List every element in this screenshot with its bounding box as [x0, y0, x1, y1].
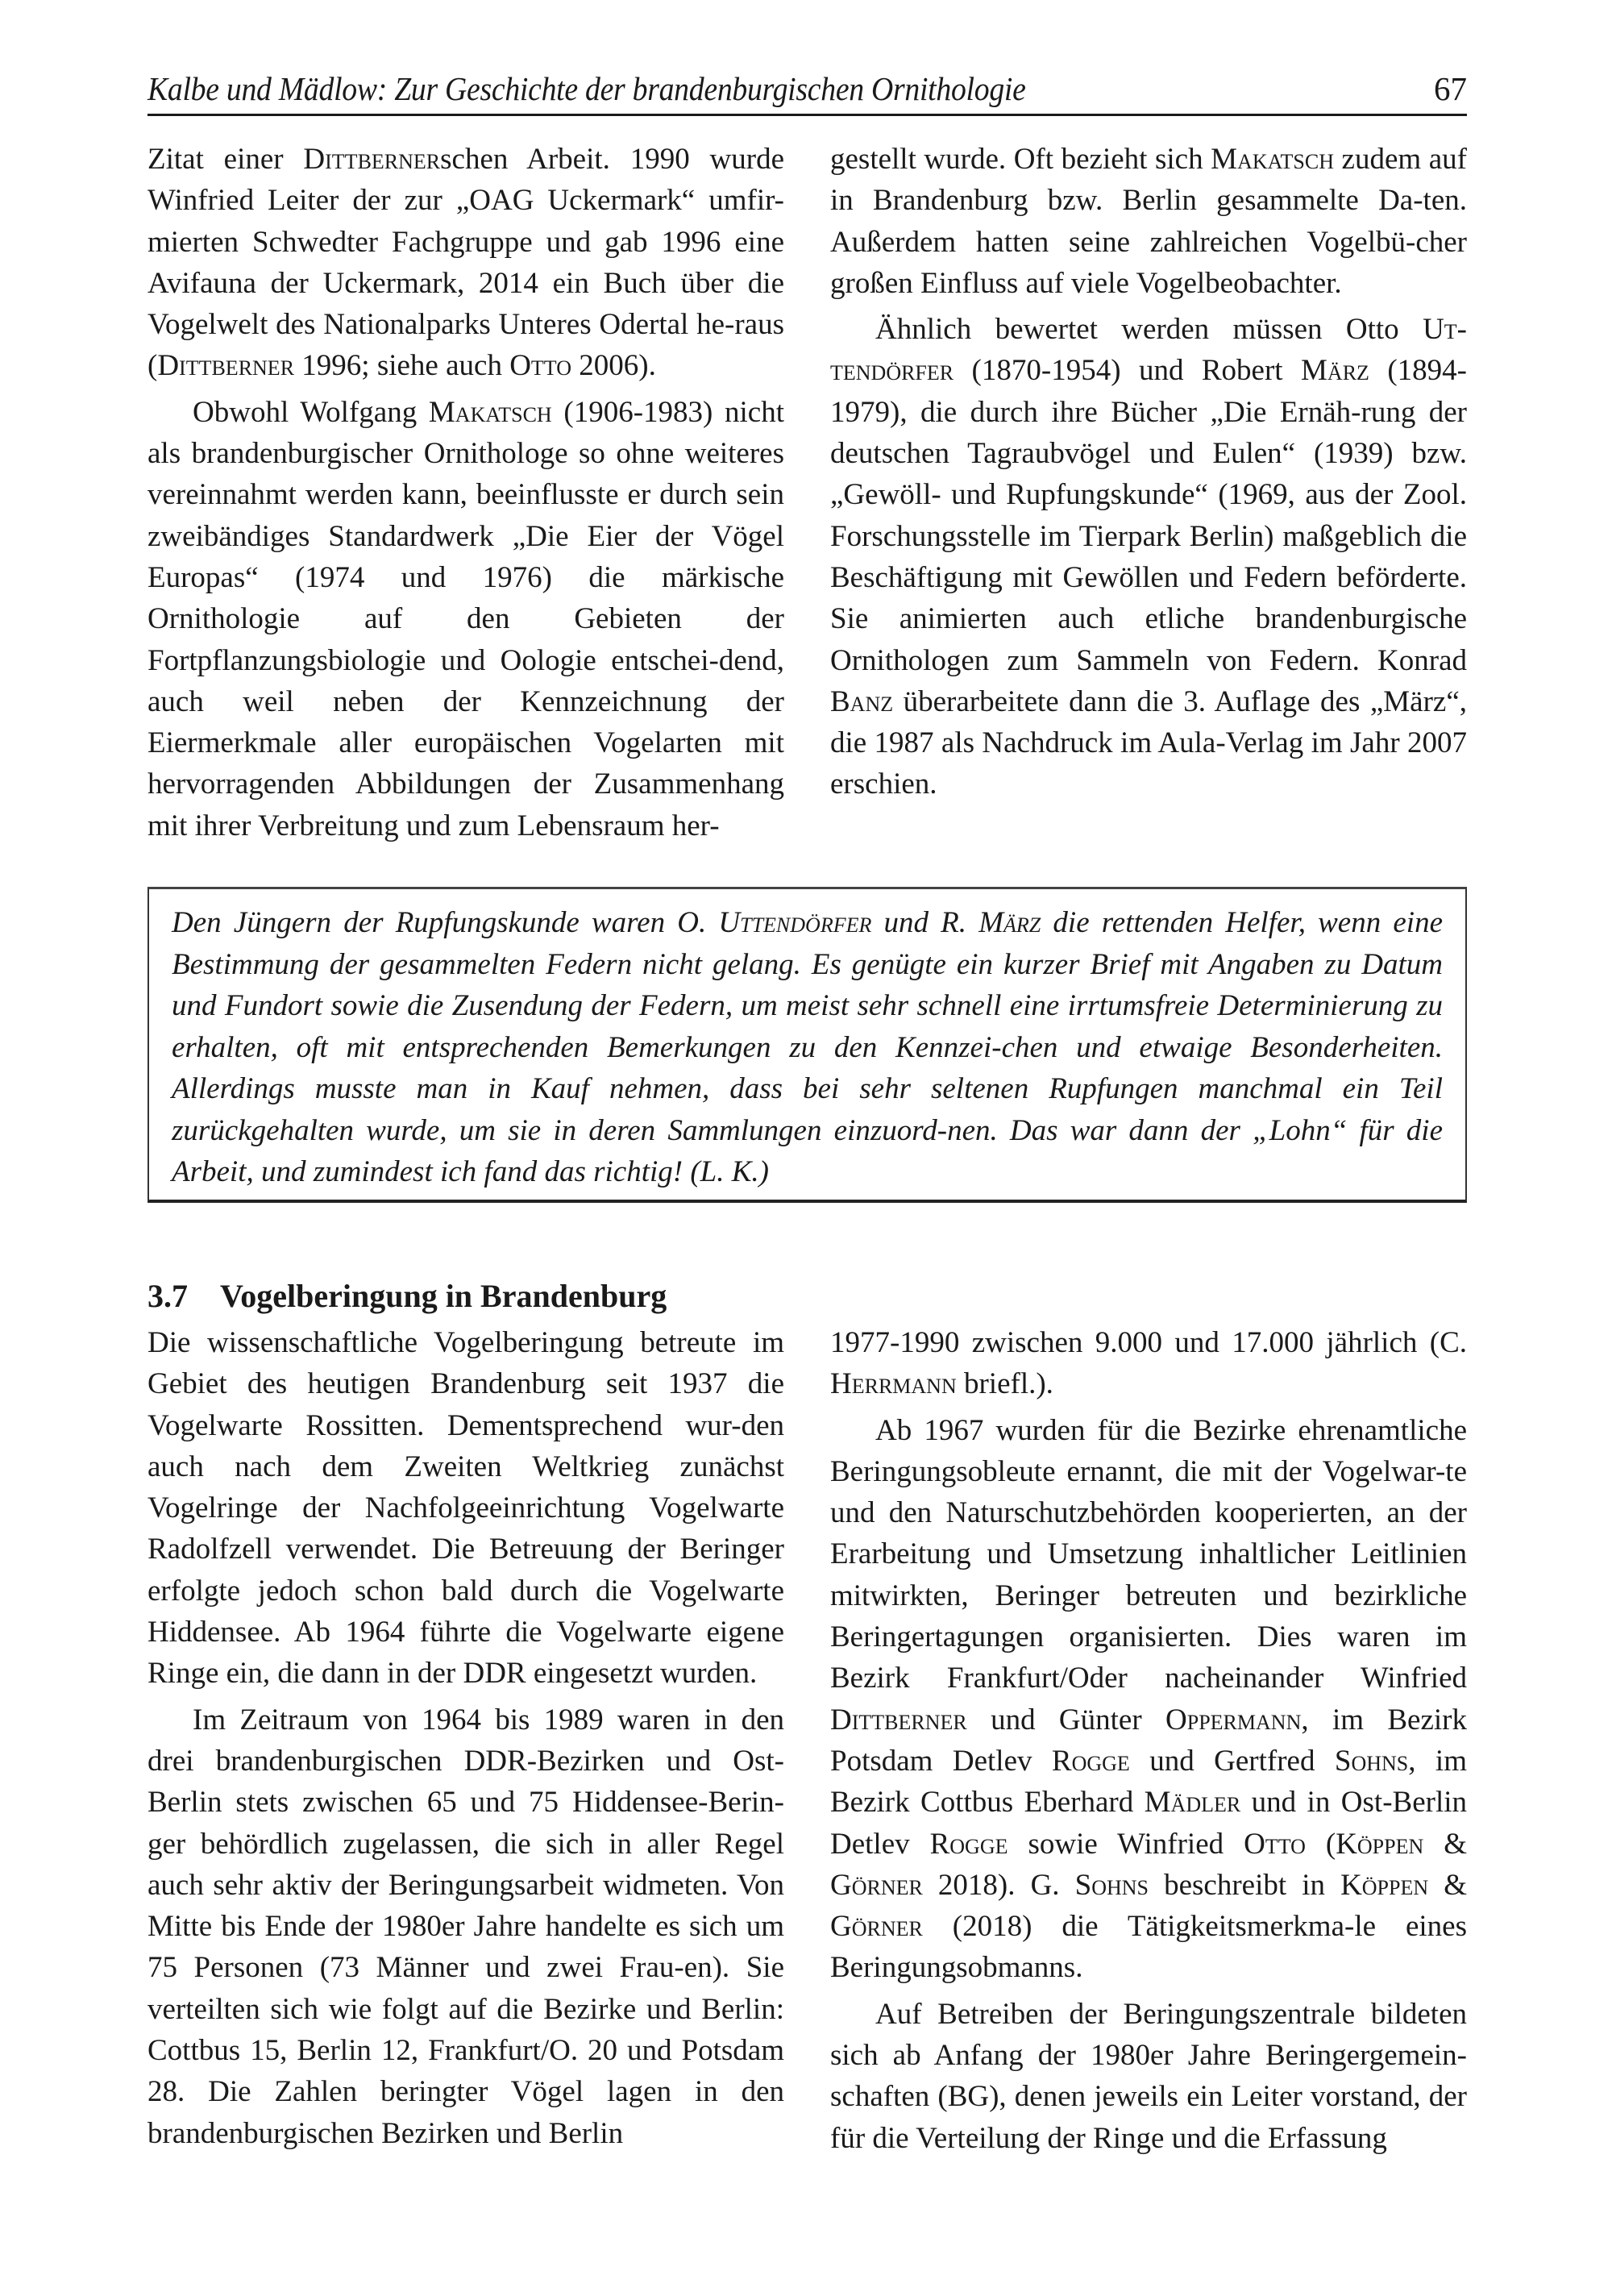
text-run: 2018). G. — [922, 1868, 1075, 1902]
text-run: und Günter — [966, 1703, 1166, 1737]
author-name: Banz — [830, 684, 894, 718]
paragraph — [830, 309, 1467, 805]
text-run: (1906-1983) nicht als brandenburgischer Ornithologe so ohne weiteres vereinnahmt werden kann, beeinflusste er durch sein zweibändiges Standardwerk „Die Eier der Vögel Europas“ (1974 und 1976) die märkische Ornithologie auf den Gebieten der Fortpflanzungsbiologie und Oologie entschei-dend, auch weil neben der Kennzeichnung der Eiermerkmale aller europäischen Vogelarten mit hervorragenden Abbildungen der Zusammenhang mit ihrer Verbreitung und zum Lebensraum her- — [147, 395, 784, 842]
text-run: Den Jüngern der Rupfungskunde waren O. — [172, 906, 719, 939]
text-run: überarbeitete dann die 3. Auflage des „März“, die 1987 als Nachdruck im Aula-Verlag im Jahr 2007 erschien. — [830, 684, 1467, 801]
text-run: (1870-1954) und Robert — [953, 354, 1302, 388]
text-run: (2018) die Tätigkeitsmerkma-le eines Beringungsobmanns. — [830, 1910, 1467, 1985]
paragraph — [830, 1410, 1467, 1989]
section-heading — [147, 1272, 667, 1321]
author-name: Uttendörfer — [718, 906, 872, 939]
author-name: Otto — [1244, 1827, 1306, 1861]
text-run: schen Arbeit. 1990 wurde Winfried Leiter der zur „OAG Uckermark“ umfir-mierten Schwedter Fachgruppe und gab 1996 eine Avifauna der Uckermark, 2014 ein Buch über die Vogelwelt des Nationalparks Unteres Odertal he-raus ( — [147, 143, 784, 383]
text-run: Ab 1967 wurden für die Bezirke ehrenamtliche Beringungsobleute ernannt, die mit der Vogelwar-te und den Naturschutzbehörden kooperierten, an der Erarbeitung und Umsetzung inhaltlicher Leitlinien mitwirkten, Beringer betreuten und bezirkliche Beringertagungen organisierten. Dies waren im Bezirk Frankfurt/Oder nacheinander Winfried — [830, 1413, 1467, 1695]
author-name: Otto — [509, 349, 571, 383]
paragraph — [147, 139, 784, 387]
page-number: 67 — [1434, 70, 1467, 107]
section-number: 3.7 — [147, 1278, 188, 1315]
boxed-quote — [147, 887, 1467, 1203]
author-name: Köppen & Görner — [830, 1827, 1468, 1902]
text-run: und Gertfred — [1129, 1744, 1335, 1778]
author-name: Dittberner — [830, 1703, 967, 1737]
bottom-right-column — [830, 1322, 1467, 2159]
author-name: März — [1301, 354, 1369, 388]
quote-text — [172, 902, 1443, 1193]
bottom-left-column — [147, 1322, 784, 2154]
top-right-column — [830, 139, 1467, 805]
paragraph — [147, 392, 784, 846]
text-run: Obwohl Wolfgang — [193, 395, 429, 429]
paragraph — [830, 139, 1467, 304]
text-run: briefl.). — [956, 1367, 1053, 1401]
header-rule — [147, 114, 1467, 116]
text-run: die rettenden Helfer, wenn eine Bestimmung der gesammelten Federn nicht gelang. Es genügte ein kurzer Brief mit Angaben zu Datum und Fundort sowie die Zusendung der Federn, um meist sehr schnell eine irrtumsfreie Determinierung zu erhalten, oft mit entsprechenden Bemerkungen zu den Kennzei-chen und etwaige Besonderheiten. Allerdings musste man in Kauf nehmen, dass bei sehr seltenen Rupfungen manchmal ein Teil zurückgehalten wurde, um sie in deren Sammlungen einzuord-nen. Das war dann der „Lohn“ für die Arbeit, und zumindest ich fand das richtig! (L. K.) — [172, 906, 1444, 1188]
author-name: Köppen & Görner — [830, 1868, 1467, 1944]
paragraph — [147, 1322, 784, 1695]
author-name: Rogge — [1051, 1744, 1130, 1778]
paragraph — [830, 1322, 1467, 1405]
text-run: (1894- 1979), die durch ihre Bücher „Die Ernäh-rung der deutschen Tagraubvögel und Eulen“ (1939) bzw. „Gewöll- und Rupfungskunde“ (1969, aus der Zool. Forschungsstelle im Tierpark Berlin) maßgeblich die Beschäftigung mit Gewöllen und Federn beförderte. Sie animierten auch etliche brandenburgische Ornithologen zum Sammeln von Federn. Konrad — [830, 354, 1467, 677]
text-run: gestellt wurde. Oft bezieht sich — [830, 143, 1211, 176]
top-left-column — [147, 139, 784, 846]
author-name: März — [978, 906, 1041, 939]
text-run: Im Zeitraum von 1964 bis 1989 waren in den drei brandenburgischen DDR-Bezirken und Ost-Berlin stets zwischen 65 und 75 Hiddensee-Berin-ger behördlich zugelassen, die sich in aller Regel auch sehr aktiv der Beringungsarbeit widmeten. Von Mitte bis Ende der 1980er Jahre handelte es sich um 75 Personen (73 Männer und zwei Frau-en). Sie verteilten sich wie folgt auf die Bezirke und Berlin: Cottbus 15, Berlin 12, Frankfurt/O. 20 und Potsdam 28. Die Zahlen beringter Vögel lagen in den brandenburgischen Bezirken und Berlin — [147, 1703, 784, 2150]
running-head — [147, 64, 1467, 113]
text-run: sowie Winfried — [1008, 1827, 1244, 1861]
author-name: Sohns — [1074, 1868, 1149, 1902]
text-run: Auf Betreiben der Beringungszentrale bildeten sich ab Anfang der 1980er Jahre Beringergemein-schaften (BG), denen jeweils ein Leiter vorstand, der für die Verteilung der Ringe und die Erfassung — [830, 1997, 1467, 2155]
text-run: Zitat einer — [147, 143, 304, 176]
paragraph — [147, 1699, 784, 2154]
author-name: Oppermann — [1165, 1703, 1302, 1737]
text-run: 1977-1990 zwischen 9.000 und 17.000 jährlich (C. — [830, 1326, 1467, 1359]
text-run: Die wissenschaftliche Vogelberingung betreute im Gebiet des heutigen Brandenburg seit 1937 die Vogelwarte Rossitten. Dementsprechend wur-den auch nach dem Zweiten Weltkrieg zunächst Vogelringe der Nachfolgeeinrichtung Vogelwarte Radolfzell verwendet. Die Betreuung der Beringer erfolgte jedoch schon bald durch die Vogelwarte Hiddensee. Ab 1964 führte die Vogelwarte eigene Ringe ein, die dann in der DDR eingesetzt wurden. — [147, 1326, 784, 1691]
text-run: und R. — [871, 906, 979, 939]
text-run: beschreibt in — [1149, 1868, 1341, 1902]
author-name: Makatsch — [428, 395, 552, 429]
text-run: und in Ost-Berlin Detlev — [830, 1786, 1467, 1861]
paragraph — [830, 1994, 1467, 2159]
author-name: Dittberner — [157, 349, 295, 383]
text-run: ( — [1305, 1827, 1336, 1861]
text-run: , im Bezirk Potsdam Detlev — [830, 1703, 1467, 1778]
author-name: Dittberner — [303, 143, 441, 176]
text-run: zudem auf in Brandenburg bzw. Berlin gesammelte Da-ten. Außerdem hatten seine zahlreichen Vogelbü-cher großen Einfluss auf viele Vogelbeobachter. — [830, 143, 1467, 300]
author-name: Rogge — [929, 1827, 1008, 1861]
section-title: Vogelberingung in Brandenburg — [220, 1278, 667, 1315]
text-run: Ähnlich bewertet werden müssen Otto — [875, 313, 1423, 347]
author-name: Makatsch — [1211, 143, 1334, 176]
author-name: Ut-tendörfer — [830, 313, 1467, 388]
text-run: , im Bezirk Cottbus Eberhard — [830, 1744, 1467, 1820]
running-title: Kalbe und Mädlow: Zur Geschichte der brandenburgischen Ornithologie — [147, 70, 1026, 107]
text-run: 2006). — [571, 349, 656, 383]
text-run: 1996; siehe auch — [294, 349, 510, 383]
author-name: Herrmann — [830, 1367, 957, 1401]
author-name: Sohns — [1334, 1744, 1409, 1778]
author-name: Mädler — [1144, 1786, 1241, 1820]
